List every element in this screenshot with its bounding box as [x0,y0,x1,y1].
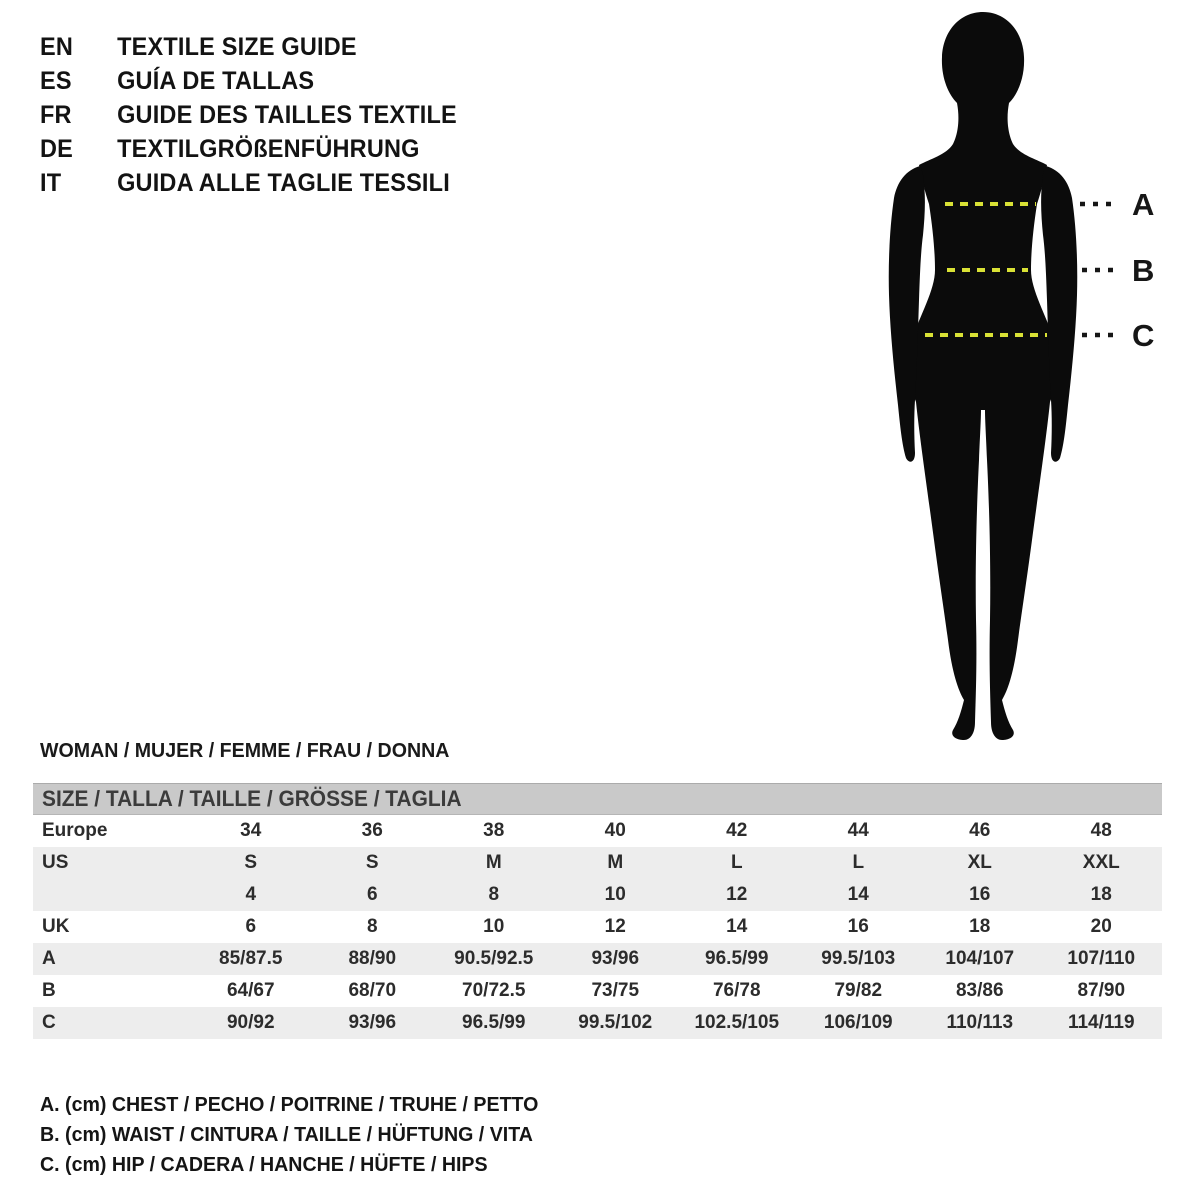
row-label: B [42,980,56,1001]
table-row [33,879,1162,911]
language-title-block [40,30,457,200]
legend-chest: A. (cm) CHEST / PECHO / POITRINE / TRUHE / PETTO [40,1094,539,1116]
size-cell: 10 [483,916,505,937]
size-cell: 106/109 [823,1012,893,1033]
lang-code-de: DE [40,135,74,163]
lang-title-de: TEXTILGRÖßENFÜHRUNG [117,135,420,163]
lang-line-en [40,30,457,64]
size-cell: 48 [1090,820,1112,841]
size-table-header-text: SIZE / TALLA / TAILLE / GRÖSSE / TAGLIA [42,786,462,811]
lang-title-it: GUIDA ALLE TAGLIE TESSILI [117,169,450,197]
size-cell: 20 [1090,916,1112,937]
table-row [33,911,1162,943]
size-cell: 110/113 [946,1012,1014,1033]
size-cell: 10 [604,884,626,905]
size-cell: 16 [847,916,869,937]
row-label: UK [42,916,70,937]
size-cell: 96.5/99 [462,1012,526,1033]
size-cell: 8 [488,884,500,905]
table-row [33,815,1162,847]
lang-code-fr: FR [40,101,72,129]
size-cell: 38 [483,820,505,841]
size-cell: 90/92 [226,1012,275,1033]
row-label: US [42,852,69,873]
row-label: Europe [42,820,108,841]
size-cell: 18 [969,916,991,937]
size-cell: 87/90 [1077,980,1126,1001]
size-cell: 93/96 [591,948,640,969]
size-cell: 83/86 [955,980,1004,1001]
size-table-body [33,815,1162,1039]
size-cell: M [485,852,502,873]
size-cell: 18 [1090,884,1112,905]
size-cell: 14 [726,916,748,937]
size-cell: 79/82 [834,980,883,1001]
table-row [33,1007,1162,1039]
size-cell: S [365,852,379,873]
size-cell: L [852,852,865,873]
chest-label: A [1132,187,1155,222]
legend-hip: C. (cm) HIP / CADERA / HANCHE / HÜFTE / HIPS [40,1154,488,1176]
size-cell: 99.5/103 [821,948,896,969]
size-cell: S [244,852,258,873]
size-cell: 76/78 [712,980,761,1001]
size-cell: 12 [726,884,748,905]
lang-code-en: EN [40,33,74,61]
size-cell: L [730,852,743,873]
size-table [33,783,1162,1039]
lang-line-fr [40,98,457,132]
size-cell: 114/119 [1067,1012,1135,1033]
size-cell: 42 [726,820,748,841]
section-title-woman: WOMAN / MUJER / FEMME / FRAU / DONNA [40,740,450,762]
lang-title-en: TEXTILE SIZE GUIDE [117,33,357,61]
measurement-legend [40,1090,549,1180]
size-cell: 16 [969,884,991,905]
size-cell: 14 [847,884,869,905]
size-cell: 34 [240,820,262,841]
size-cell: 44 [847,820,869,841]
size-cell: 93/96 [348,1012,397,1033]
size-cell: 96.5/99 [705,948,769,969]
size-cell: 73/75 [591,980,640,1001]
legend-waist: B. (cm) WAIST / CINTURA / TAILLE / HÜFTUNG / VITA [40,1124,533,1146]
size-cell: 107/110 [1067,948,1136,969]
size-cell: 46 [969,820,991,841]
size-cell: 88/90 [348,948,397,969]
size-cell: 90.5/92.5 [454,948,534,969]
size-cell: 102.5/105 [694,1012,780,1033]
size-cell: 104/107 [945,948,1015,969]
lang-line-it [40,166,457,200]
table-row [33,847,1162,879]
size-cell: 8 [366,916,378,937]
lang-code-it: IT [40,169,62,197]
table-row [33,943,1162,975]
size-cell: 85/87.5 [219,948,283,969]
size-cell: 68/70 [348,980,397,1001]
size-cell: M [607,852,624,873]
hip-label: C [1132,318,1155,353]
size-cell: 6 [366,884,378,905]
size-cell: 70/72.5 [462,980,526,1001]
lang-line-es [40,64,457,98]
lang-title-fr: GUIDE DES TAILLES TEXTILE [117,101,457,129]
size-cell: XXL [1082,852,1120,873]
size-cell: 4 [245,884,257,905]
lang-code-es: ES [40,67,72,95]
size-cell: 12 [604,916,626,937]
lang-line-de [40,132,457,166]
row-label [33,879,190,911]
waist-label: B [1132,253,1155,288]
size-cell: 36 [361,820,383,841]
size-table-header [33,783,1162,815]
size-cell: 64/67 [226,980,275,1001]
table-row [33,975,1162,1007]
row-label: A [42,948,56,969]
size-cell: XL [967,852,992,873]
row-label: C [42,1012,56,1033]
lang-title-es: GUÍA DE TALLAS [117,67,315,95]
size-cell: 6 [245,916,257,937]
woman-figure-diagram [850,0,1170,750]
woman-silhouette-body [909,12,1058,740]
size-cell: 40 [604,820,626,841]
size-cell: 99.5/102 [578,1012,653,1033]
